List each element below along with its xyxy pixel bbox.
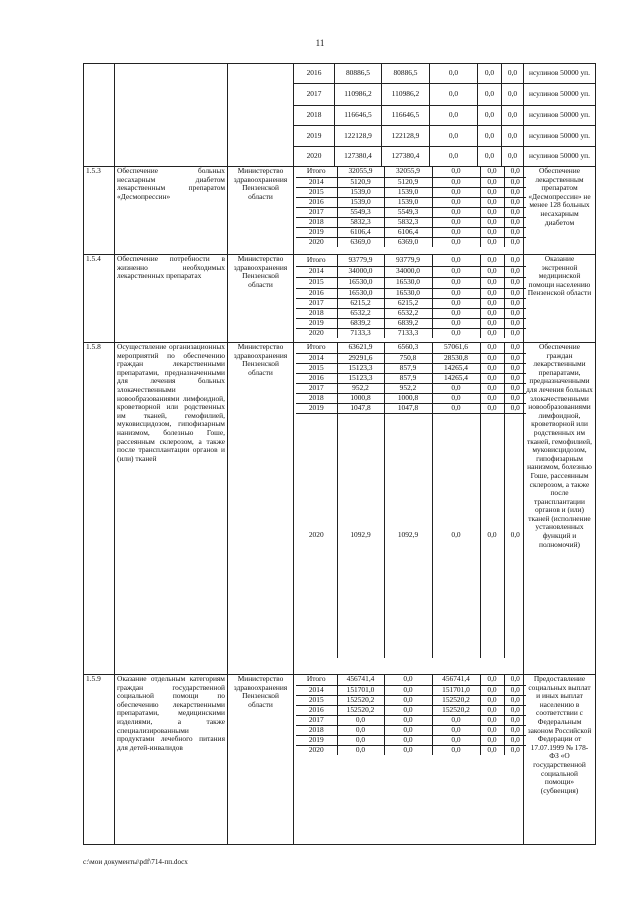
year-cell: 2019	[294, 126, 335, 147]
local-cell: 0,0	[480, 745, 504, 755]
table-row	[296, 298, 526, 308]
other-cell: 0,0	[504, 343, 526, 353]
table-row	[296, 187, 526, 197]
local-cell: 0,0	[480, 266, 504, 277]
year-cell: 2017	[294, 84, 335, 106]
total-cell: 6215,2	[337, 298, 384, 308]
federal-cell: 0,0	[432, 277, 480, 288]
total-cell: 15123,3	[337, 363, 384, 373]
other-cell: 0,0	[510, 236, 520, 246]
total-cell: 16530,0	[337, 288, 384, 298]
year-cell: 2015	[296, 695, 337, 705]
federal-cell: 0,0	[432, 308, 480, 318]
other-cell: 0,0	[504, 298, 526, 308]
federal-cell: 0,0	[432, 403, 480, 413]
federal-cell: 151701,0	[432, 685, 480, 695]
local-cell: 0,0	[480, 255, 504, 266]
funding-subtable	[294, 343, 524, 675]
table-row	[296, 207, 526, 217]
other-cell: 0,0	[504, 725, 526, 735]
local-cell: 0,0	[480, 393, 504, 403]
year-cell: 2017	[296, 298, 337, 308]
total-cell: 34000,0	[337, 266, 384, 277]
other-cell: 0,0	[510, 744, 520, 754]
other-cell: 0,0	[504, 288, 526, 298]
local-cell: 0,0	[480, 343, 504, 353]
funding-subtable	[294, 167, 524, 255]
table-row	[84, 64, 596, 84]
other-cell: 0,0	[504, 318, 526, 328]
item-number: 1.5.3	[84, 167, 115, 255]
other-cell: 0,0	[504, 735, 526, 745]
other-cell: 0,0	[502, 84, 524, 106]
budget-cell: 0,0	[384, 705, 432, 715]
other-cell: 0,0	[504, 217, 526, 227]
item-number: 1.5.9	[84, 675, 115, 845]
item-number: 1.5.8	[84, 343, 115, 675]
year-cell: 2020	[296, 745, 337, 755]
other-cell: 0,0	[504, 308, 526, 318]
budget-cell: 857,9	[384, 373, 432, 383]
section-row	[84, 343, 596, 675]
budget-cell: 5832,3	[384, 217, 432, 227]
federal-cell: 0,0	[430, 64, 478, 84]
other-cell: 0,0	[502, 64, 524, 84]
other-cell: 0,0	[504, 353, 526, 363]
budget-cell: 0,0	[384, 685, 432, 695]
year-cell: 2020	[296, 413, 337, 658]
year-cell: 2014	[296, 177, 337, 187]
local-cell: 0,0	[480, 237, 504, 247]
table-row	[296, 277, 526, 288]
total-cell: 0,0	[337, 745, 384, 755]
federal-cell: 0,0	[432, 288, 480, 298]
item-result: Предоставление социальных выплат и иных выплат населению в соответствии с Федеральным законом Российской Федерации от 17.07.1999 № 178-ФЗ «О государственной социальной помощи» (субвенция)	[524, 675, 596, 845]
total-cell: 116646,5	[335, 106, 382, 126]
year-cell: 2014	[296, 266, 337, 277]
year-cell: 2014	[296, 353, 337, 363]
table-row	[296, 393, 526, 403]
local-cell: 0,0	[480, 187, 504, 197]
table-row	[296, 288, 526, 298]
other-cell: 0,0	[504, 167, 526, 177]
local-cell: 0,0	[480, 373, 504, 383]
total-cell: 16530,0	[337, 277, 384, 288]
table-row	[296, 328, 526, 338]
federal-cell: 0,0	[430, 106, 478, 126]
budget-cell: 34000,0	[384, 266, 432, 277]
year-cell: 2014	[296, 685, 337, 695]
year-cell: 2017	[296, 715, 337, 725]
budget-cell: 6839,2	[384, 318, 432, 328]
item-name: Осуществление организационных мероприятий по обеспечению граждан лекарственными препаратами, предназначенными для лечения больных злокачественными новообразованиями лимфоидной, кроветворной или родственных им тканей, гемофилией, муковисцидозом, гипофизарным нанизмом, болезнью Гоше, рассеянным склерозом, а также после трансплантации органов и (или) тканей	[115, 343, 228, 675]
result-cell: нсулинов 50000 уп.	[524, 126, 596, 147]
table-row	[296, 308, 526, 318]
budget-cell: 16530,0	[384, 277, 432, 288]
budget-cell: 0,0	[384, 745, 432, 755]
local-cell: 0,0	[480, 167, 504, 177]
federal-cell: 0,0	[432, 318, 480, 328]
other-cell: 0,0	[504, 403, 526, 413]
year-cell: 2017	[296, 207, 337, 217]
total-cell: 1047,8	[337, 403, 384, 413]
total-cell: 93779,9	[337, 255, 384, 266]
year-cell: 2020	[294, 147, 335, 167]
local-cell: 0,0	[480, 685, 504, 695]
total-cell: 1092,9	[337, 413, 384, 658]
other-cell: 0,0	[504, 266, 526, 277]
other-cell: 0,0	[504, 695, 526, 705]
federal-cell: 0,0	[432, 167, 480, 177]
total-cell: 29291,6	[337, 353, 384, 363]
total-cell: 5549,3	[337, 207, 384, 217]
total-cell: 7133,3	[337, 328, 384, 338]
federal-cell: 57061,6	[432, 343, 480, 353]
budget-cell: 0,0	[384, 735, 432, 745]
result-cell: нсулинов 50000 уп.	[524, 106, 596, 126]
item-name: Обеспечение потребности в жизненно необходимых лекарственных препаратах	[115, 255, 228, 343]
total-cell: 127380,4	[335, 147, 382, 167]
budget-cell: 952,2	[384, 383, 432, 393]
item-executor: Министерство здравоохранения Пензенской области	[228, 167, 294, 255]
budget-cell: 7133,3	[384, 328, 432, 338]
budget-cell: 857,9	[384, 363, 432, 373]
empty-num-cell	[84, 64, 115, 167]
local-cell: 0,0	[480, 177, 504, 187]
table-row	[296, 237, 526, 247]
budget-cell: 0,0	[384, 695, 432, 705]
total-cell: 1539,0	[337, 197, 384, 207]
result-cell: нсулинов 50000 уп.	[524, 84, 596, 106]
federal-cell: 0,0	[432, 227, 480, 237]
budget-cell: 1539,0	[384, 187, 432, 197]
year-cell: 2018	[296, 393, 337, 403]
item-executor: Министерство здравоохранения Пензенской области	[228, 675, 294, 845]
table-row	[296, 695, 526, 705]
federal-cell: 152520,2	[432, 705, 480, 715]
federal-cell: 0,0	[430, 147, 478, 167]
federal-cell: 0,0	[430, 84, 478, 106]
table-row	[296, 343, 526, 353]
other-cell: 0,0	[504, 227, 526, 237]
total-cell: 456741,4	[337, 675, 384, 685]
federal-cell: 0,0	[432, 393, 480, 403]
section-row	[84, 167, 596, 255]
year-cell: 2018	[296, 308, 337, 318]
federal-cell: 0,0	[432, 413, 480, 658]
local-cell: 0,0	[480, 197, 504, 207]
section-row	[84, 255, 596, 343]
local-cell: 0,0	[478, 147, 502, 167]
federal-cell: 0,0	[432, 715, 480, 725]
total-cell: 5832,3	[337, 217, 384, 227]
local-cell: 0,0	[480, 308, 504, 318]
year-cell: 2018	[296, 725, 337, 735]
table-row	[296, 403, 526, 413]
local-cell: 0,0	[480, 328, 504, 338]
table-row	[296, 217, 526, 227]
budget-cell: 6106,4	[384, 227, 432, 237]
other-cell: 0,0	[504, 373, 526, 383]
other-cell: 0,0	[504, 675, 526, 685]
local-cell: 0,0	[478, 106, 502, 126]
item-executor: Министерство здравоохранения Пензенской области	[228, 343, 294, 675]
total-cell: 5120,9	[337, 177, 384, 187]
federal-cell: 0,0	[432, 217, 480, 227]
other-cell: 0,0	[504, 177, 526, 187]
other-cell: 0,0	[504, 705, 526, 715]
year-cell: 2017	[296, 383, 337, 393]
result-cell: нсулинов 50000 уп.	[524, 64, 596, 84]
item-result: Оказание экстренной медицинской помощи населению Пензенской области	[524, 255, 596, 343]
federal-cell: 456741,4	[432, 675, 480, 685]
table-row	[296, 197, 526, 207]
year-cell: 2018	[296, 217, 337, 227]
year-cell: 2015	[296, 277, 337, 288]
page-number: 11	[315, 38, 325, 48]
budget-cell: 1047,8	[384, 403, 432, 413]
federal-cell: 14265,4	[432, 373, 480, 383]
federal-cell: 0,0	[432, 177, 480, 187]
budget-cell: 116646,5	[382, 106, 430, 126]
budget-cell: 5549,3	[384, 207, 432, 217]
total-cell: 122128,9	[335, 126, 382, 147]
local-cell: 0,0	[480, 675, 504, 685]
federal-cell: 0,0	[432, 725, 480, 735]
total-cell: 1539,0	[337, 187, 384, 197]
item-number: 1.5.4	[84, 255, 115, 343]
total-cell: 110986,2	[335, 84, 382, 106]
budget-cell: 32055,9	[384, 167, 432, 177]
item-name: Оказание отдельным категориям граждан государственной социальной помощи по обеспечению лекарственными препаратами, медицинскими изделиями, а также специализированными продуктами лечебного питания для детей-инвалидов	[115, 675, 228, 845]
budget-cell: 93779,9	[384, 255, 432, 266]
budget-cell: 127380,4	[382, 147, 430, 167]
total-cell: 15123,3	[337, 373, 384, 383]
federal-cell: 0,0	[432, 298, 480, 308]
table-row	[296, 675, 526, 685]
total-cell: 952,2	[337, 383, 384, 393]
item-result: Обеспечение лекарственным препаратом «Десмопрессин» не менее 128 больных несахарным диабетом	[524, 167, 596, 255]
table-row	[296, 373, 526, 383]
other-cell: 0,0	[504, 197, 526, 207]
local-cell: 0,0	[480, 288, 504, 298]
federal-cell: 0,0	[432, 255, 480, 266]
local-cell: 0,0	[480, 705, 504, 715]
funding-subtable	[294, 675, 524, 845]
other-cell: 0,0	[502, 106, 524, 126]
budget-cell: 0,0	[384, 725, 432, 735]
year-cell: Итого	[296, 255, 337, 266]
local-cell: 0,0	[480, 227, 504, 237]
year-cell: 2020	[296, 328, 337, 338]
total-cell: 151701,0	[337, 685, 384, 695]
table-row	[296, 745, 526, 755]
other-cell: 0,0	[510, 530, 520, 540]
federal-cell: 0,0	[432, 187, 480, 197]
section-row	[84, 675, 596, 845]
result-cell: нсулинов 50000 уп.	[524, 147, 596, 167]
total-cell: 0,0	[337, 735, 384, 745]
year-cell: 2015	[296, 363, 337, 373]
total-cell: 0,0	[337, 725, 384, 735]
budget-cell: 6215,2	[384, 298, 432, 308]
budget-cell: 0,0	[384, 675, 432, 685]
year-cell: 2016	[296, 705, 337, 715]
file-path-footer: c:\мои документы\pdf\714-пп.docx	[83, 858, 188, 866]
other-cell: 0,0	[502, 126, 524, 147]
local-cell: 0,0	[480, 383, 504, 393]
federal-cell: 0,0	[432, 745, 480, 755]
local-cell: 0,0	[480, 735, 504, 745]
program-table	[83, 63, 596, 845]
table-row	[296, 318, 526, 328]
table-row	[296, 715, 526, 725]
total-cell: 6532,2	[337, 308, 384, 318]
table-row	[296, 266, 526, 277]
total-cell: 6106,4	[337, 227, 384, 237]
budget-cell: 6369,0	[384, 237, 432, 247]
local-cell: 0,0	[480, 413, 504, 658]
federal-cell: 0,0	[430, 126, 478, 147]
year-cell: 2018	[294, 106, 335, 126]
budget-cell: 122128,9	[382, 126, 430, 147]
year-cell: 2019	[296, 735, 337, 745]
local-cell: 0,0	[480, 715, 504, 725]
local-cell: 0,0	[480, 363, 504, 373]
year-cell: 2019	[296, 318, 337, 328]
table-row	[296, 685, 526, 695]
federal-cell: 28530,8	[432, 353, 480, 363]
budget-cell: 1092,9	[384, 413, 432, 658]
budget-cell: 1000,8	[384, 393, 432, 403]
year-cell: 2016	[296, 288, 337, 298]
local-cell: 0,0	[480, 725, 504, 735]
other-cell: 0,0	[504, 393, 526, 403]
year-cell: 2016	[294, 64, 335, 84]
table-row	[296, 705, 526, 715]
year-cell: 2015	[296, 187, 337, 197]
total-cell: 152520,2	[337, 705, 384, 715]
year-cell: 2016	[296, 197, 337, 207]
year-cell: 2019	[296, 403, 337, 413]
total-cell: 1000,8	[337, 393, 384, 403]
year-cell: 2016	[296, 373, 337, 383]
budget-cell: 80886,5	[382, 64, 430, 84]
table-row	[296, 255, 526, 266]
other-cell: 0,0	[504, 363, 526, 373]
total-cell: 63621,9	[337, 343, 384, 353]
total-cell: 152520,2	[337, 695, 384, 705]
year-cell: Итого	[296, 675, 337, 685]
item-result: Обеспечение граждан лекарственными препаратами, предназначенными для лечения больных злокачественными новообразованиями лимфоидной, кроветворной или родственных им тканей, гемофилией, муковисцидозом, гипофизарным нанизмом, болезнью Гоше, рассеянным склерозом, а также после трансплантации органов и (или) тканей (исполнение установленных функций и полномочий)	[524, 343, 596, 675]
other-cell: 0,0	[504, 207, 526, 217]
federal-cell: 0,0	[432, 237, 480, 247]
year-cell: Итого	[296, 343, 337, 353]
empty-name-cell	[115, 64, 228, 167]
year-cell: 2019	[296, 227, 337, 237]
item-name: Обеспечение больных несахарным диабетом лекарственным препаратом «Десмопрессин»	[115, 167, 228, 255]
budget-cell: 5120,9	[384, 177, 432, 187]
local-cell: 0,0	[480, 277, 504, 288]
local-cell: 0,0	[478, 84, 502, 106]
other-cell: 0,0	[510, 327, 520, 337]
budget-cell: 16530,0	[384, 288, 432, 298]
total-cell: 80886,5	[335, 64, 382, 84]
local-cell: 0,0	[480, 353, 504, 363]
total-cell: 0,0	[337, 715, 384, 725]
empty-executor-cell	[228, 64, 294, 167]
local-cell: 0,0	[480, 217, 504, 227]
table-row	[296, 363, 526, 373]
year-cell: Итого	[296, 167, 337, 177]
budget-cell: 750,8	[384, 353, 432, 363]
table-row	[296, 167, 526, 177]
local-cell: 0,0	[478, 126, 502, 147]
table-row	[296, 353, 526, 363]
federal-cell: 0,0	[432, 266, 480, 277]
other-cell: 0,0	[502, 147, 524, 167]
total-cell: 6369,0	[337, 237, 384, 247]
table-row	[296, 177, 526, 187]
other-cell: 0,0	[504, 715, 526, 725]
total-cell: 6839,2	[337, 318, 384, 328]
table-row	[296, 735, 526, 745]
other-cell: 0,0	[504, 685, 526, 695]
federal-cell: 0,0	[432, 328, 480, 338]
budget-cell: 0,0	[384, 715, 432, 725]
local-cell: 0,0	[480, 403, 504, 413]
year-cell: 2020	[296, 237, 337, 247]
other-cell: 0,0	[504, 187, 526, 197]
table-row	[296, 413, 526, 658]
table-row	[296, 725, 526, 735]
other-cell: 0,0	[504, 383, 526, 393]
federal-cell: 14265,4	[432, 363, 480, 373]
federal-cell: 0,0	[432, 207, 480, 217]
budget-cell: 1539,0	[384, 197, 432, 207]
local-cell: 0,0	[478, 64, 502, 84]
local-cell: 0,0	[480, 207, 504, 217]
budget-cell: 6560,3	[384, 343, 432, 353]
federal-cell: 0,0	[432, 735, 480, 745]
other-cell: 0,0	[504, 277, 526, 288]
table-row	[296, 383, 526, 393]
federal-cell: 152520,2	[432, 695, 480, 705]
other-cell: 0,0	[504, 255, 526, 266]
item-executor: Министерство здравоохранения Пензенской области	[228, 255, 294, 343]
federal-cell: 0,0	[432, 383, 480, 393]
table-row	[296, 227, 526, 237]
federal-cell: 0,0	[432, 197, 480, 207]
local-cell: 0,0	[480, 318, 504, 328]
local-cell: 0,0	[480, 695, 504, 705]
local-cell: 0,0	[480, 298, 504, 308]
budget-cell: 110986,2	[382, 84, 430, 106]
budget-cell: 6532,2	[384, 308, 432, 318]
total-cell: 32055,9	[337, 167, 384, 177]
funding-subtable	[294, 255, 524, 343]
